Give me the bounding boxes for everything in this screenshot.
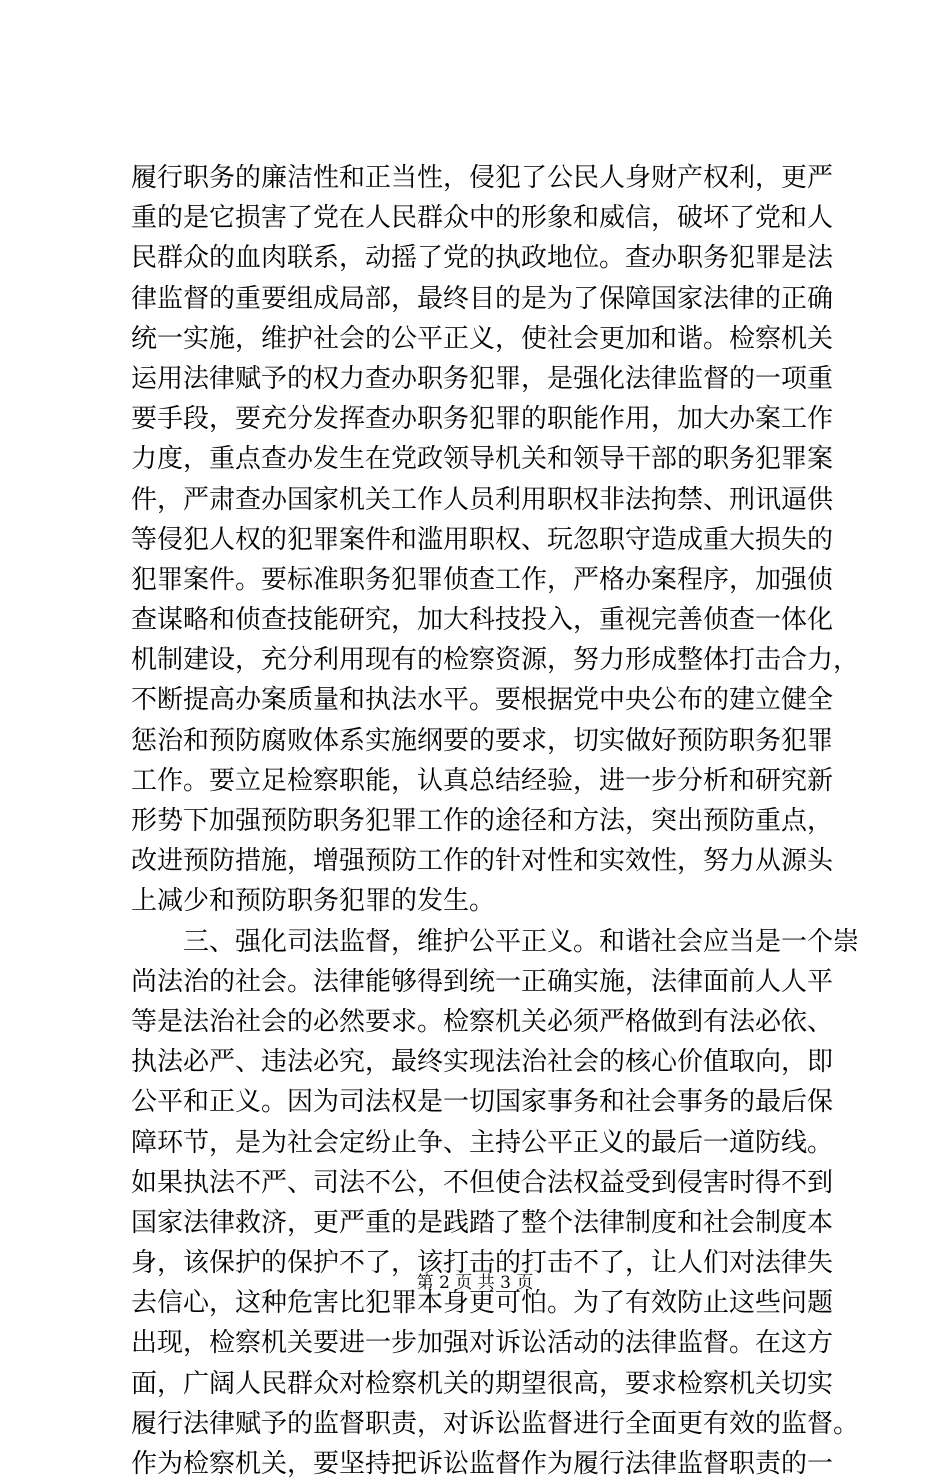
text-line: 作为检察机关，要坚持把诉讼监督作为履行法律监督职责的一	[131, 1449, 834, 1479]
text-line: 等侵犯人权的犯罪案件和滥用职权、玩忽职守造成重大损失的	[131, 524, 834, 555]
text-line: 律监督的重要组成局部，最终目的是为了保障国家法律的正确	[131, 283, 834, 314]
text-line: 件，严肃查办国家机关工作人员利用职权非法拘禁、刑讯逼供	[131, 484, 834, 515]
text-line: 去信心，这种危害比犯罪本身更可怕。为了有效防止这些问题	[131, 1288, 834, 1319]
text-line: 犯罪案件。要标准职务犯罪侦查工作，严格办案程序，加强侦	[131, 564, 834, 595]
text-line: 履行法律赋予的监督职责，对诉讼监督进行全面更有效的监督。	[131, 1408, 860, 1439]
text-line: 查谋略和侦查技能研究，加大科技投入，重视完善侦查一体化	[131, 605, 834, 636]
text-line: 要手段，要充分发挥查办职务犯罪的职能作用，加大办案工作	[131, 404, 834, 435]
text-line: 面，广阔人民群众对检察机关的期望很高，要求检察机关切实	[131, 1368, 834, 1399]
text-line: 运用法律赋予的权力查办职务犯罪，是强化法律监督的一项重	[131, 363, 834, 394]
text-line: 不断提高办案质量和执法水平。要根据党中央公布的建立健全	[131, 685, 834, 716]
text-line: 国家法律救济，更严重的是践踏了整个法律制度和社会制度本	[131, 1207, 834, 1238]
text-line: 机制建设，充分利用现有的检察资源，努力形成整体打击合力，	[131, 645, 860, 676]
text-line: 执法必严、违法必究，最终实现法治社会的核心价值取向，即	[131, 1047, 834, 1078]
text-line: 工作。要立足检察职能，认真总结经验，进一步分析和研究新	[131, 765, 834, 796]
text-line: 上减少和预防职务犯罪的发生。	[131, 886, 496, 917]
text-line: 等是法治社会的必然要求。检察机关必须严格做到有法必依、	[131, 1006, 834, 1037]
text-line: 惩治和预防腐败体系实施纲要的要求，切实做好预防职务犯罪	[131, 725, 834, 756]
text-line: 改进预防措施，增强预防工作的针对性和实效性，努力从源头	[131, 846, 834, 877]
text-line: 统一实施，维护社会的公平正义，使社会更加和谐。检察机关	[131, 323, 834, 354]
text-line: 尚法治的社会。法律能够得到统一正确实施，法律面前人人平	[131, 966, 834, 997]
text-line: 民群众的血肉联系，动摇了党的执政地位。查办职务犯罪是法	[131, 243, 834, 274]
text-line: 障环节，是为社会定纷止争、主持公平正义的最后一道防线。	[131, 1127, 834, 1158]
text-line: 形势下加强预防职务犯罪工作的途径和方法，突出预防重点，	[131, 806, 834, 836]
text-line: 力度，重点查办发生在党政领导机关和领导干部的职务犯罪案	[131, 444, 834, 475]
page-number-footer: 第 2 页 共 3 页	[416, 1273, 534, 1293]
text-line: 履行职务的廉洁性和正当性，侵犯了公民人身财产权利，更严	[131, 163, 834, 193]
section-heading-line: 三、强化司法监督，维护公平正义。和谐社会应当是一个崇	[131, 926, 860, 957]
text-line: 身，该保护的保护不了，该打击的打击不了，让人们对法律失	[131, 1248, 834, 1279]
text-line: 如果执法不严、司法不公，不但使合法权益受到侵害时得不到	[131, 1167, 834, 1198]
text-line: 公平和正义。因为司法权是一切国家事务和社会事务的最后保	[131, 1087, 834, 1118]
text-line: 重的是它损害了党在人民群众中的形象和威信，破坏了党和人	[131, 203, 834, 234]
text-line: 出现，检察机关要进一步加强对诉讼活动的法律监督。在这方	[131, 1328, 834, 1359]
